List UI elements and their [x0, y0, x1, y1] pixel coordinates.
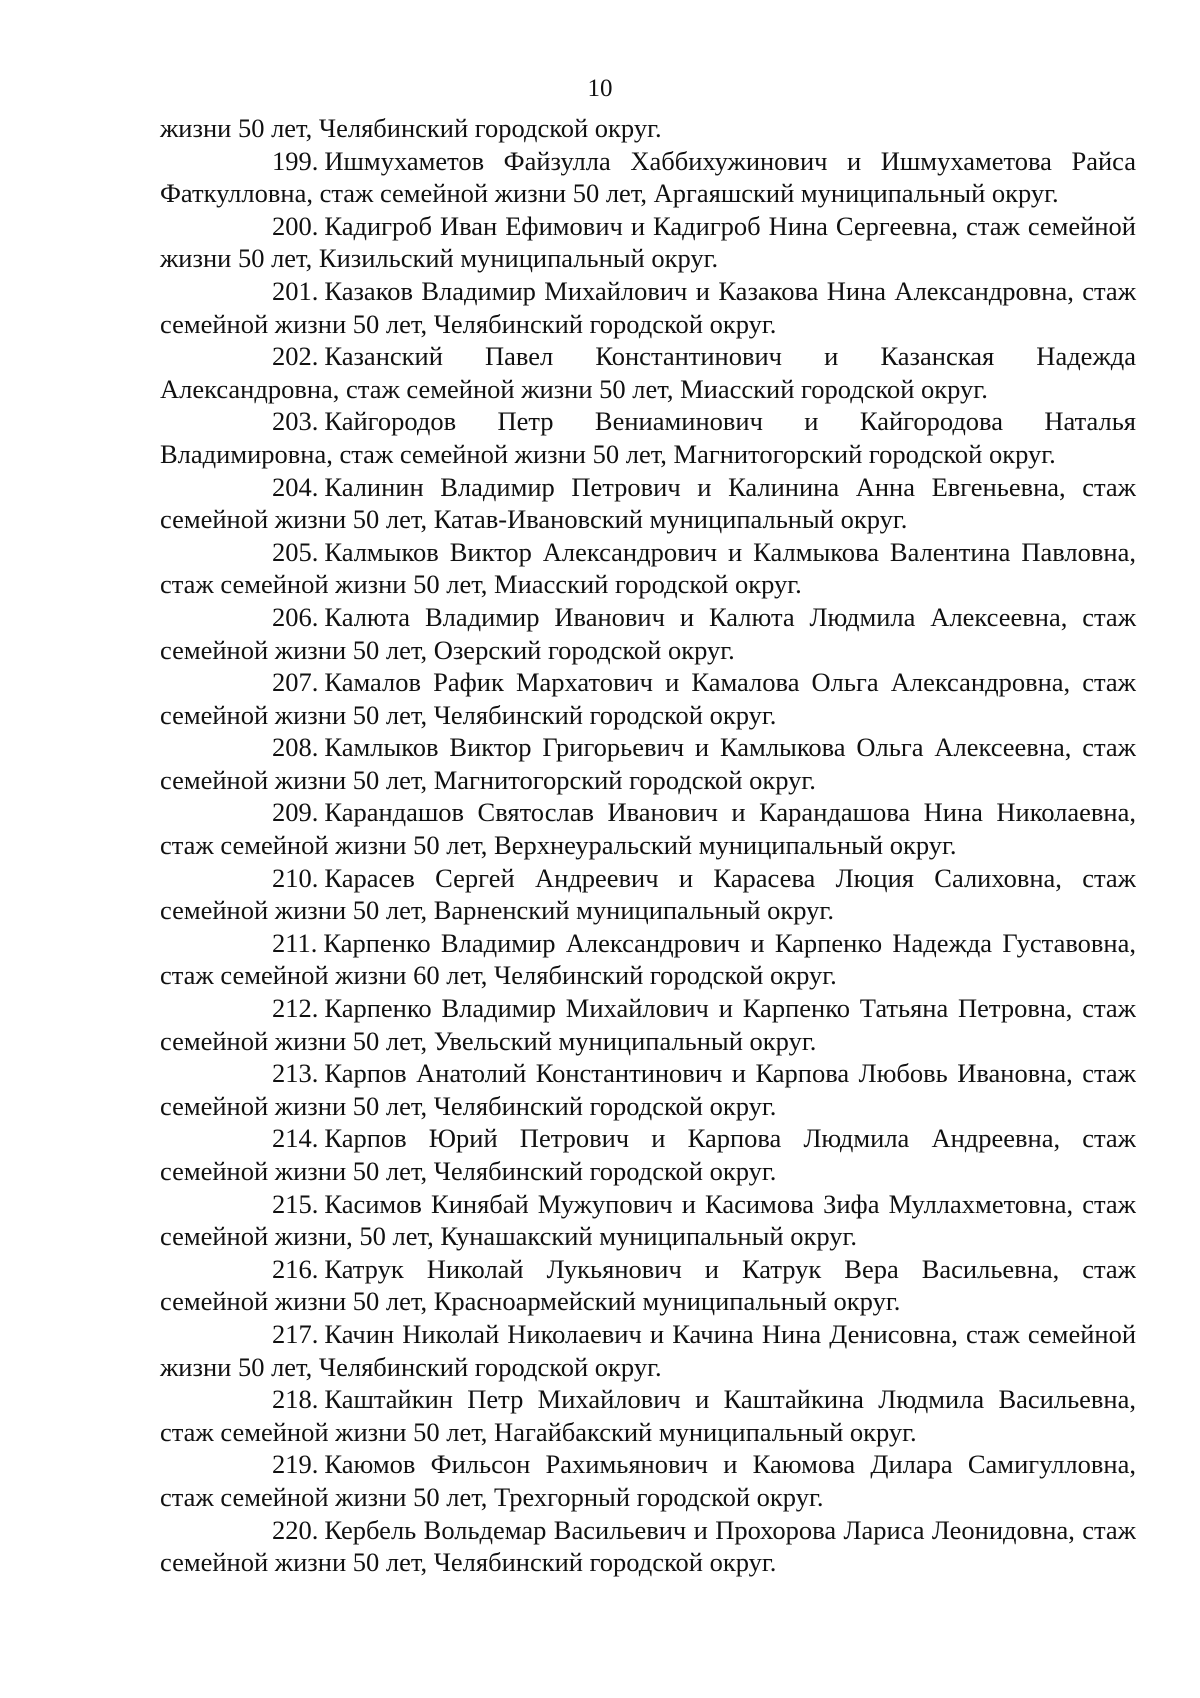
item-text: Карандашов Святослав Иванович и Карандашова Нина Николаевна, стаж семейной жизни 50 лет, Верхнеуральский муниципальный округ. [160, 797, 1136, 861]
item-text: Ишмухаметов Файзулла Хаббихужинович и Ишмухаметова Райса Фаткулловна, стаж семейной жизни 50 лет, Аргаяшский муниципальный округ. [160, 145, 1136, 209]
item-number: 201. [272, 275, 319, 306]
item-text: Кайгородов Петр Вениаминович и Кайгородова Наталья Владимировна, стаж семейной жизни 50 лет, Магнитогорский городской округ. [160, 406, 1136, 469]
list-item [160, 601, 1136, 666]
item-text: Каштайкин Петр Михайлович и Каштайкина Людмила Васильевна, стаж семейной жизни 50 лет, Нагайбакский муниципальный округ. [160, 1384, 1136, 1447]
item-number: 207. [272, 667, 319, 698]
item-text: Карпов Анатолий Константинович и Карпова Любовь Ивановна, стаж семейной жизни 50 лет, Челябинский городской округ. [160, 1058, 1136, 1121]
item-number: 219. [272, 1449, 319, 1480]
item-number: 208. [272, 732, 319, 763]
entry-list [160, 145, 1136, 1579]
item-text: Катрук Николай Лукьянович и Катрук Вера Васильевна, стаж семейной жизни 50 лет, Красноармейский муниципальный округ. [160, 1253, 1136, 1317]
list-item [160, 471, 1136, 536]
list-item [160, 1122, 1136, 1187]
list-item [160, 1318, 1136, 1383]
item-number: 220. [272, 1514, 319, 1545]
item-text: Калинин Владимир Петрович и Калинина Анна Евгеньевна, стаж семейной жизни 50 лет, Катав-Ивановский муниципальный округ. [160, 471, 1136, 535]
list-item [160, 1383, 1136, 1448]
item-number: 217. [272, 1318, 319, 1349]
item-text: Кербель Вольдемар Васильевич и Прохорова Лариса Леонидовна, стаж семейной жизни 50 лет, Челябинский городской округ. [160, 1514, 1136, 1578]
item-number: 209. [272, 797, 319, 828]
item-number: 203. [272, 406, 319, 437]
item-number: 202. [272, 341, 319, 372]
item-text: Каюмов Фильсон Рахимьянович и Каюмова Дилара Самигулловна, стаж семейной жизни 50 лет, Трехгорный городской округ. [160, 1449, 1136, 1512]
continued-paragraph: жизни 50 лет, Челябинский городской округ. [160, 113, 662, 143]
item-text: Камалов Рафик Мархатович и Камалова Ольга Александровна, стаж семейной жизни 50 лет, Челябинский городской округ. [160, 667, 1136, 730]
item-number: 210. [272, 862, 319, 893]
list-item [160, 862, 1136, 927]
item-number: 199. [272, 145, 319, 176]
item-text: Карпенко Владимир Александрович и Карпенко Надежда Густавовна, стаж семейной жизни 60 лет, Челябинский городской округ. [160, 927, 1136, 991]
list-item [160, 536, 1136, 601]
item-text: Качин Николай Николаевич и Качина Нина Денисовна, стаж семейной жизни 50 лет, Челябинский городской округ. [160, 1318, 1136, 1382]
list-item [160, 1188, 1136, 1253]
list-item [160, 210, 1136, 275]
item-text: Калмыков Виктор Александрович и Калмыкова Валентина Павловна, стаж семейной жизни 50 лет, Миасский городской округ. [160, 536, 1136, 600]
item-number: 211. [272, 927, 318, 958]
item-number: 205. [272, 536, 319, 567]
item-text: Кадигроб Иван Ефимович и Кадигроб Нина Сергеевна, стаж семейной жизни 50 лет, Кизильский муниципальный округ. [160, 210, 1136, 274]
item-text: Камлыков Виктор Григорьевич и Камлыкова Ольга Алексеевна, стаж семейной жизни 50 лет, Магнитогорский городской округ. [160, 732, 1136, 795]
item-text: Карпов Юрий Петрович и Карпова Людмила Андреевна, стаж семейной жизни 50 лет, Челябинский городской округ. [160, 1123, 1136, 1186]
list-item [160, 145, 1136, 210]
item-number: 215. [272, 1188, 319, 1219]
item-text: Карасев Сергей Андреевич и Карасева Люция Салиховна, стаж семейной жизни 50 лет, Варненский муниципальный округ. [160, 862, 1136, 926]
item-number: 216. [272, 1253, 319, 1284]
list-item [160, 405, 1136, 470]
page-number: 10 [587, 75, 613, 102]
item-number: 218. [272, 1384, 319, 1415]
list-item [160, 927, 1136, 992]
item-number: 213. [272, 1058, 319, 1089]
item-text: Казаков Владимир Михайлович и Казакова Нина Александровна, стаж семейной жизни 50 лет, Челябинский городской округ. [160, 275, 1136, 339]
list-item [160, 731, 1136, 796]
item-number: 204. [272, 471, 319, 502]
list-item [160, 796, 1136, 861]
item-number: 200. [272, 210, 319, 241]
item-text: Карпенко Владимир Михайлович и Карпенко Татьяна Петровна, стаж семейной жизни 50 лет, Увельский муниципальный округ. [160, 993, 1136, 1056]
list-item [160, 1448, 1136, 1513]
list-item [160, 992, 1136, 1057]
list-item [160, 340, 1136, 405]
list-item [160, 1253, 1136, 1318]
item-text: Калюта Владимир Иванович и Калюта Людмила Алексеевна, стаж семейной жизни 50 лет, Озерский городской округ. [160, 601, 1136, 665]
item-number: 214. [272, 1123, 319, 1154]
item-number: 212. [272, 993, 319, 1024]
list-item [160, 1514, 1136, 1579]
item-text: Касимов Кинябай Мужупович и Касимова Зифа Муллахметовна, стаж семейной жизни, 50 лет, Кунашакский муниципальный округ. [160, 1188, 1136, 1252]
list-item [160, 275, 1136, 340]
item-text: Казанский Павел Константинович и Казанская Надежда Александровна, стаж семейной жизни 50 лет, Миасский городской округ. [160, 341, 1136, 404]
list-item [160, 666, 1136, 731]
list-item [160, 1057, 1136, 1122]
document-body [160, 112, 1136, 1579]
item-number: 206. [272, 601, 319, 632]
